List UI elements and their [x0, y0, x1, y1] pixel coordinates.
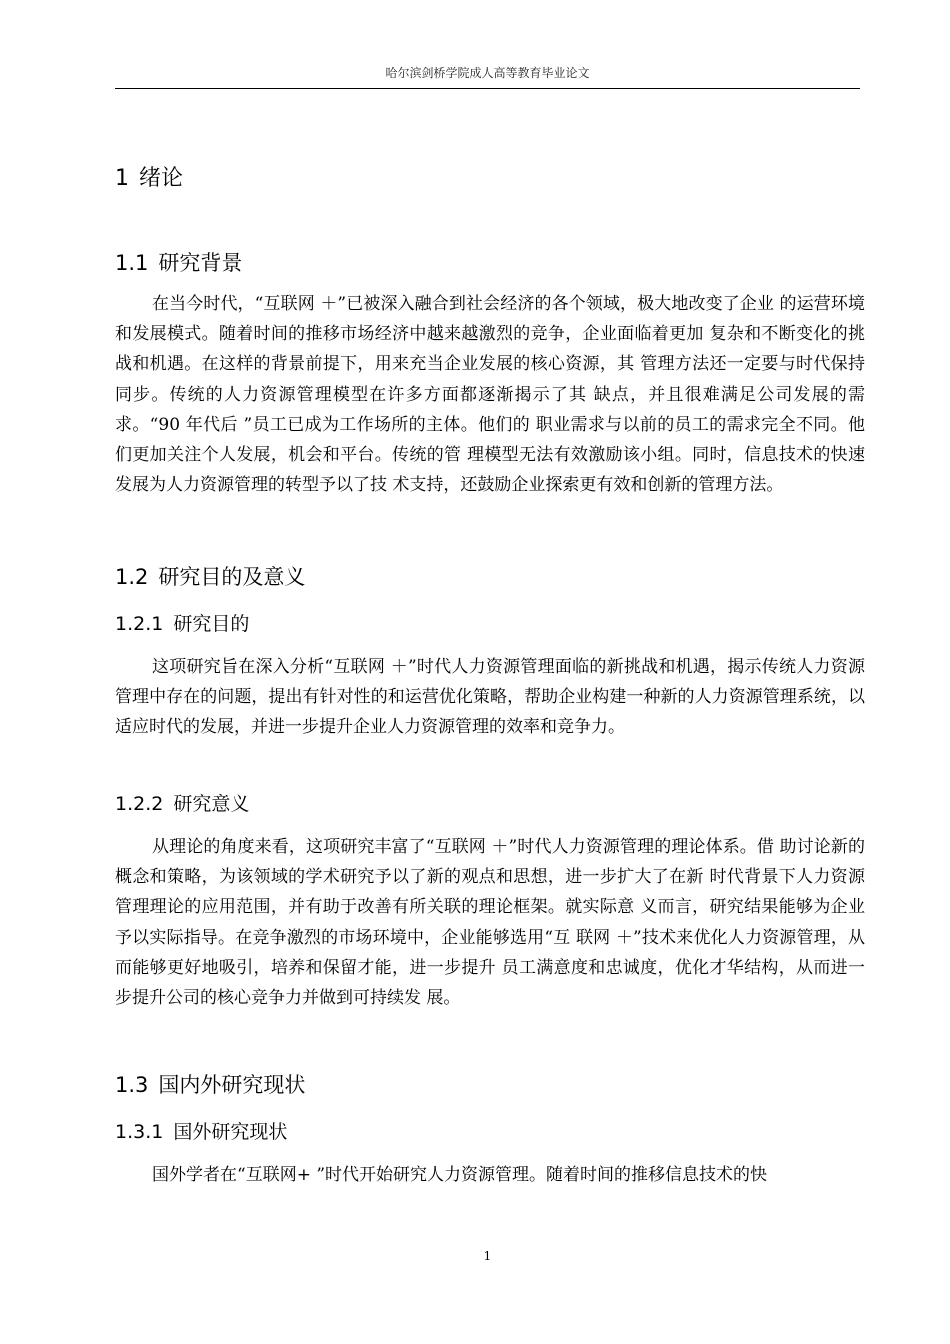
- section-heading-1-2: [115, 562, 305, 592]
- paragraph-foreign-research: 国外学者在“互联网+ ”时代开始研究人力资源管理。随着时间的推移信息技术的快: [152, 1165, 768, 1185]
- subsection-number: 1.2.2: [115, 793, 164, 815]
- section-title: 研究目的及意义: [158, 565, 306, 589]
- section-number: 1.2: [115, 565, 149, 589]
- header-rule: [115, 88, 860, 89]
- subsection-title: 研究意义: [173, 793, 250, 815]
- subsection-heading-1-2-1: [115, 610, 249, 638]
- paragraph-significance: 从理论的角度来看，这项研究丰富了“互联网 ＋”时代人力资源管理的理论体系。借 助讨论新的概念和策略，为该领域的学术研究予以了新的观点和思想，进一步扩大了在新 时代背景下人力资源管理理论的应用范围，并有助于改善有所关联的理论框架。就实际意 义而言，研究结果能够为企业予以实际指导。在竞争激烈的市场环境中，企业能够选用“互 联网 ＋”技术来优化人力资源管理，从而能够更好地吸引，培养和保留才能，进一步提升 员工满意度和忠诚度，优化才华结构，从而进一步提升公司的核心竞争力并做到可持续发 展。: [115, 837, 865, 1009]
- paragraph-background: 在当今时代，“互联网 ＋”已被深入融合到社会经济的各个领域，极大地改变了企业 的运营环境和发展模式。随着时间的推移市场经济中越来越激烈的竞争，企业面临着更加 复杂和不断变化的挑战和机遇。在这样的背景前提下，用来充当企业发展的核心资源，其 管理方法还一定要与时代保持同步。传统的人力资源管理模型在许多方面都逐渐揭示了其 缺点，并且很难满足公司发展的需求。“90 年代后 ”员工已成为工作场所的主体。他们的 职业需求与以前的员工的需求完全不同。他们更加关注个人发展，机会和平台。传统的管 理模型无法有效激励该小组。同时，信息技术的快速发展为人力资源管理的转型予以了技 术支持，还鼓励企业探索更有效和创新的管理方法。: [115, 294, 865, 496]
- subsection-heading-1-2-2: [115, 790, 249, 818]
- chapter-title: 绪论: [139, 166, 184, 191]
- chapter-number: 1: [115, 166, 129, 191]
- chapter-heading: [115, 164, 183, 194]
- page-number: 1: [483, 1249, 492, 1263]
- subsection-number: 1.2.1: [115, 613, 164, 635]
- section-number: 1.3: [115, 1073, 149, 1097]
- running-header: 哈尔滨剑桥学院成人高等教育毕业论文: [385, 66, 590, 80]
- section-heading-1-1: [115, 248, 242, 278]
- paragraph-purpose: 这项研究旨在深入分析“互联网 ＋”时代人力资源管理面临的新挑战和机遇，揭示传统人力资源管理中存在的问题，提出有针对性的和运营优化策略，帮助企业构建一种新的人力资源管理系统，以适应时代的发展，并进一步提升企业人力资源管理的效率和竞争力。: [115, 657, 865, 738]
- section-heading-1-3: [115, 1070, 305, 1100]
- section-title: 国内外研究现状: [158, 1073, 306, 1097]
- subsection-number: 1.3.1: [115, 1121, 164, 1143]
- section-number: 1.1: [115, 251, 149, 275]
- subsection-heading-1-3-1: [115, 1118, 287, 1146]
- section-title: 研究背景: [158, 251, 243, 275]
- subsection-title: 研究目的: [173, 613, 250, 635]
- subsection-title: 国外研究现状: [173, 1121, 288, 1143]
